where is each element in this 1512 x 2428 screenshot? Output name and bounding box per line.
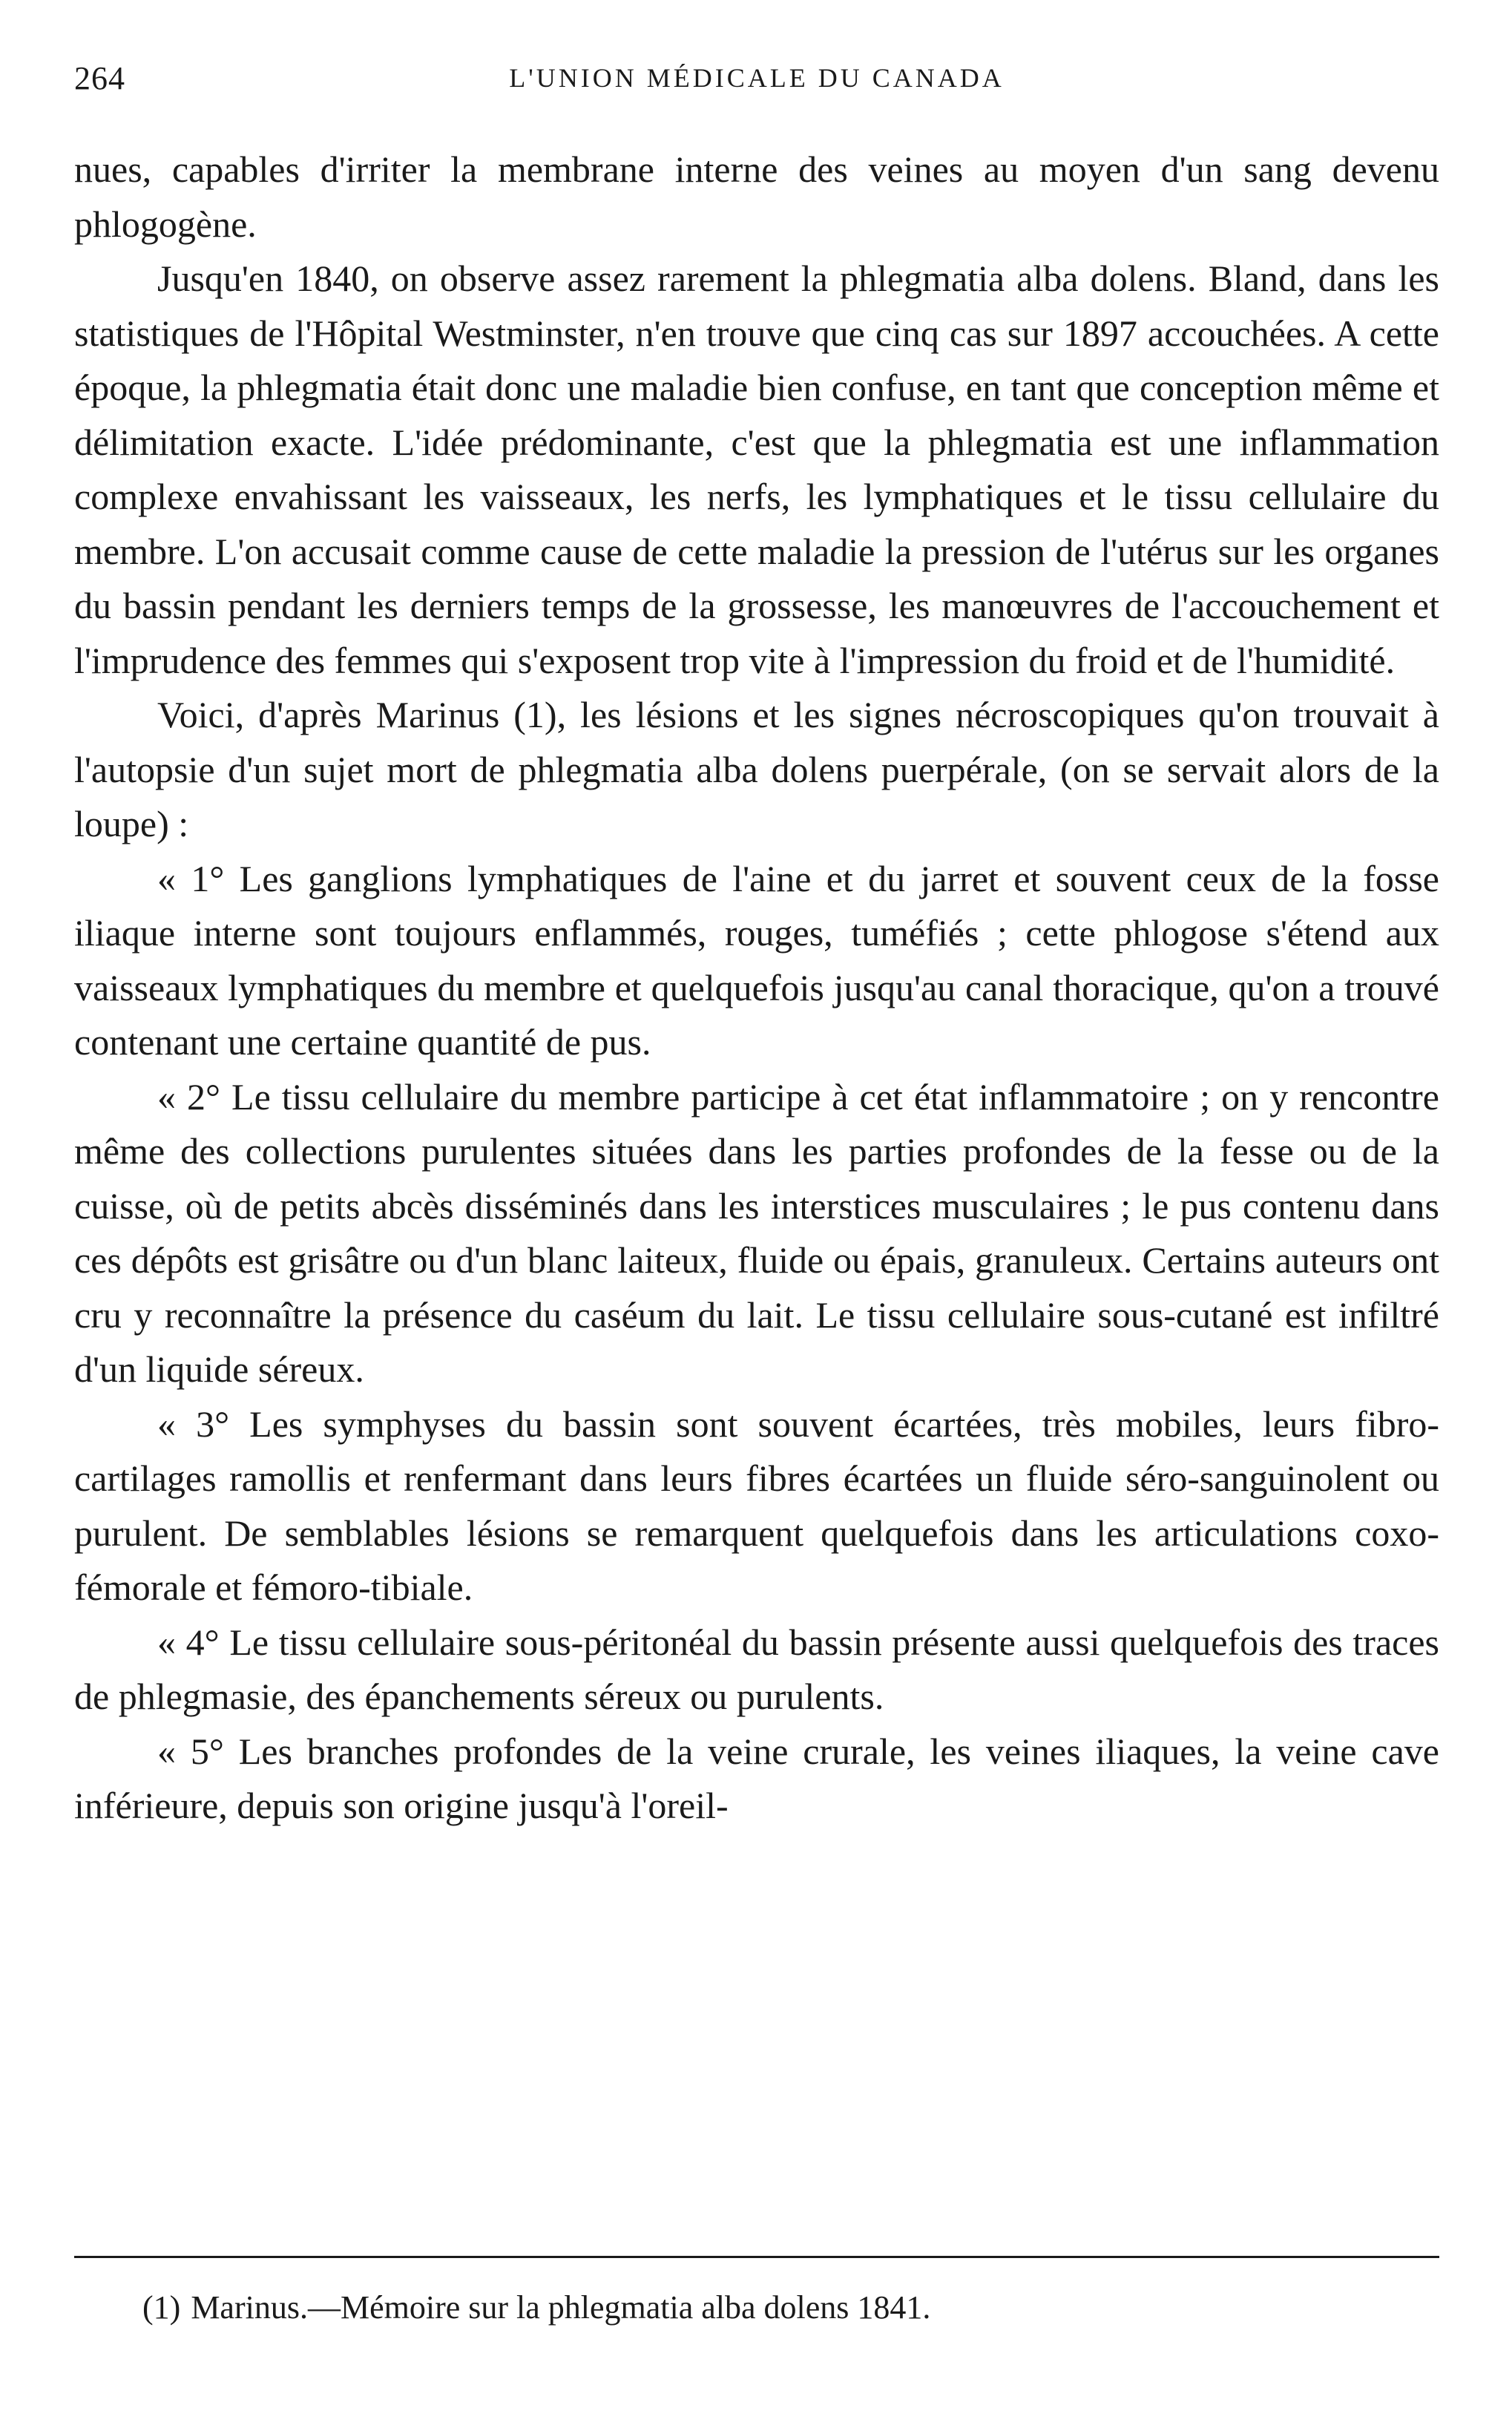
paragraph-history: Jusqu'en 1840, on observe assez rarement la phlegmatia alba dolens. Bland, dans les statistiques de l'Hôpital Westminster, n'en trouve que cinq cas sur 1897 accouchées. A cette époque, la phlegmatia était donc une maladie bien confuse, en tant que conception même et délimitation exacte. L'idée prédominante, c'est que la phlegmatia est une inflammation complexe envahissant les vaisseaux, les nerfs, les lymphatiques et le tissu cellulaire du membre. L'on accusait comme cause de cette maladie la pression de l'utérus sur les organes du bassin pendant les derniers temps de la grossesse, les manœuvres de l'accouchement et l'imprudence des femmes qui s'exposent trop vite à l'impression du froid et de l'humidité. xyxy=(74,257,1439,681)
footnote-marker: (1) xyxy=(142,2289,181,2326)
paragraph-lesion-5: « 5° Les branches profondes de la veine crurale, les veines iliaques, la veine cave inférieure, depuis son origine jusqu'à l'oreil- xyxy=(74,1730,1439,1826)
running-head xyxy=(74,59,1439,111)
paragraph-continuation: nues, capables d'irriter la membrane interne des veines au moyen d'un sang devenu phlogogène. xyxy=(74,148,1439,245)
journal-title: L'UNION MÉDICALE DU CANADA xyxy=(509,63,1005,93)
paragraph-lesion-4: « 4° Le tissu cellulaire sous-péritonéal du bassin présente aussi quelquefois des traces de phlegmasie, des épanchements séreux ou purulents. xyxy=(74,1621,1439,1717)
footnote xyxy=(74,2286,1439,2330)
footnote-rule xyxy=(74,2256,1439,2258)
paragraph-lesion-3: « 3° Les symphyses du bassin sont souvent écartées, très mobiles, leurs fibro-cartilages ramollis et renfermant dans leurs fibres écartées un fluide séro-sanguinolent ou purulent. De semblables lésions se remarquent quelquefois dans les articulations coxo-fémorale et fémoro-tibiale. xyxy=(74,1402,1439,1608)
paragraph-lesion-1: « 1° Les ganglions lymphatiques de l'aine et du jarret et souvent ceux de la fosse iliaque interne sont toujours enflammés, rouges, tuméfiés ; cette phlogose s'étend aux vaisseaux lymphatiques du membre et quelquefois jusqu'au canal thoracique, qu'on a trouvé contenant une certaine quantité de pus. xyxy=(74,857,1439,1063)
paragraph-marinus-intro: Voici, d'après Marinus (1), les lésions et les signes nécroscopiques qu'on trouvait à l'autopsie d'un sujet mort de phlegmatia alba dolens puerpérale, (on se servait alors de la loupe) : xyxy=(74,694,1439,844)
page-number: 264 xyxy=(74,60,125,96)
body-text xyxy=(74,142,1439,1834)
footnote-text: Marinus.—Mémoire sur la phlegmatia alba dolens 1841. xyxy=(191,2289,931,2326)
paragraph-lesion-2: « 2° Le tissu cellulaire du membre participe à cet état inflammatoire ; on y rencontre même des collections purulentes situées dans les parties profondes de la fesse ou de la cuisse, où de petits abcès disséminés dans les interstices musculaires ; le pus contenu dans ces dépôts est grisâtre ou d'un blanc laiteux, fluide ou épais, granuleux. Certains auteurs ont cru y reconnaître la présence du caséum du lait. Le tissu cellulaire sous-cutané est infiltré d'un liquide séreux. xyxy=(74,1075,1439,1390)
document-page xyxy=(74,59,1439,2382)
